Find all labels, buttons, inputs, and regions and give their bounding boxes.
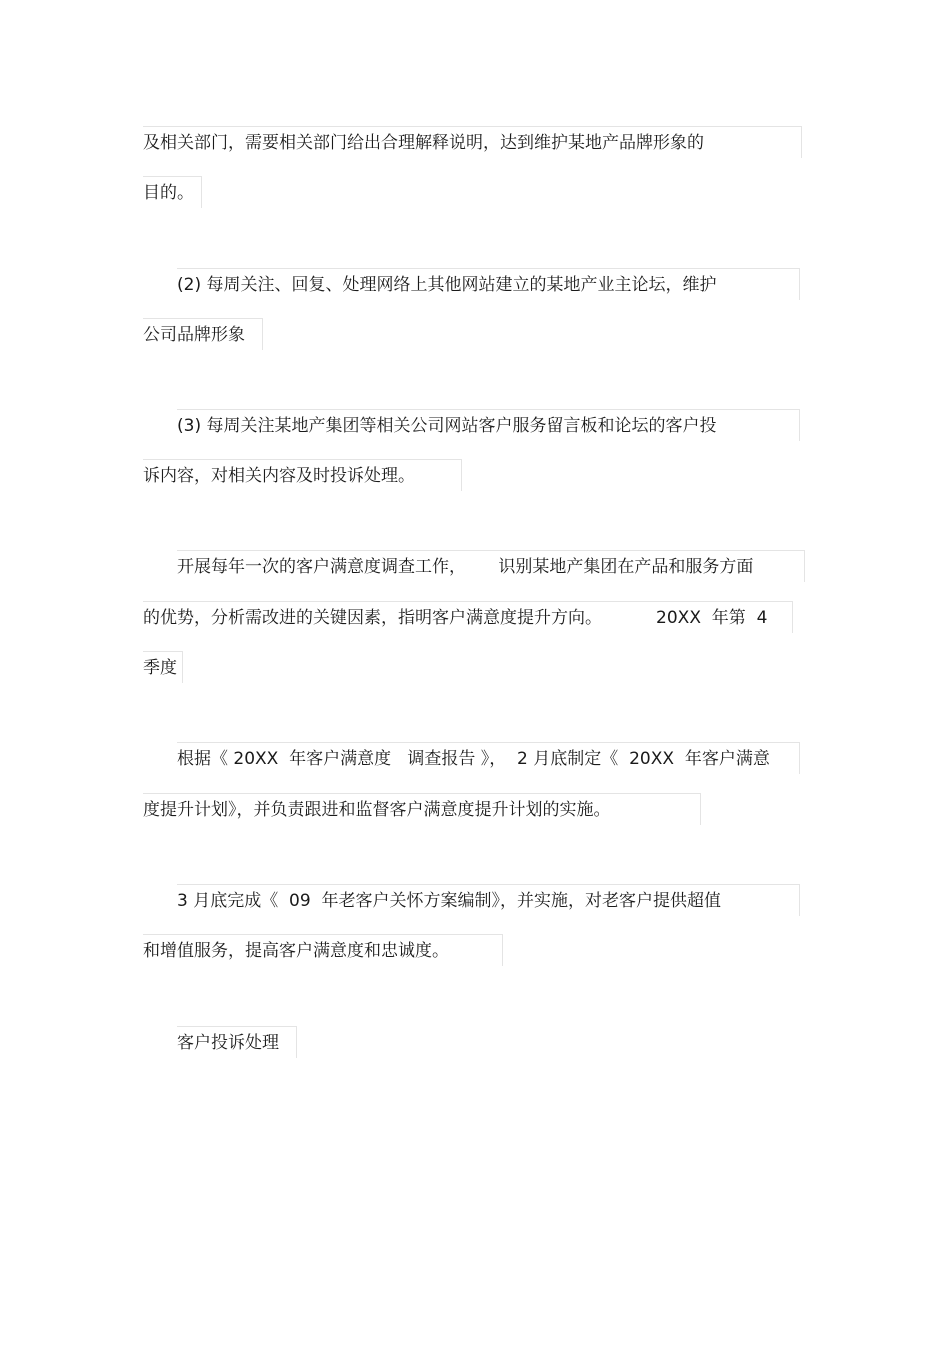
text-line: 的优势，分析需改进的关键因素，指明客户满意度提升方向。 20XX 年第 4 xyxy=(143,601,793,633)
text-line: (3) 每周关注某地产集团等相关公司网站客户服务留言板和论坛的客户投 xyxy=(177,409,800,441)
text-line: 根据《 20XX 年客户满意度 调查报告 》， 2 月底制定《 20XX 年客户满意 xyxy=(177,742,800,774)
text-line: 诉内容，对相关内容及时投诉处理。 xyxy=(143,459,462,491)
text-line: 目的。 xyxy=(143,176,202,208)
text-line: 开展每年一次的客户满意度调查工作， 识别某地产集团在产品和服务方面 xyxy=(177,550,805,582)
text-line: 和增值服务，提高客户满意度和忠诚度。 xyxy=(143,934,503,966)
text-line: 度提升计划》，并负责跟进和监督客户满意度提升计划的实施。 xyxy=(143,793,701,825)
text-line: 公司品牌形象 xyxy=(143,318,263,350)
text-line: 及相关部门，需要相关部门给出合理解释说明，达到维护某地产品牌形象的 xyxy=(143,126,802,158)
text-line: 客户投诉处理 xyxy=(177,1026,297,1058)
text-line: 3 月底完成《 09 年老客户关怀方案编制》，并实施，对老客户提供超值 xyxy=(177,884,800,916)
text-line: (2) 每周关注、回复、处理网络上其他网站建立的某地产业主论坛，维护 xyxy=(177,268,800,300)
text-line: 季度 xyxy=(143,651,183,683)
